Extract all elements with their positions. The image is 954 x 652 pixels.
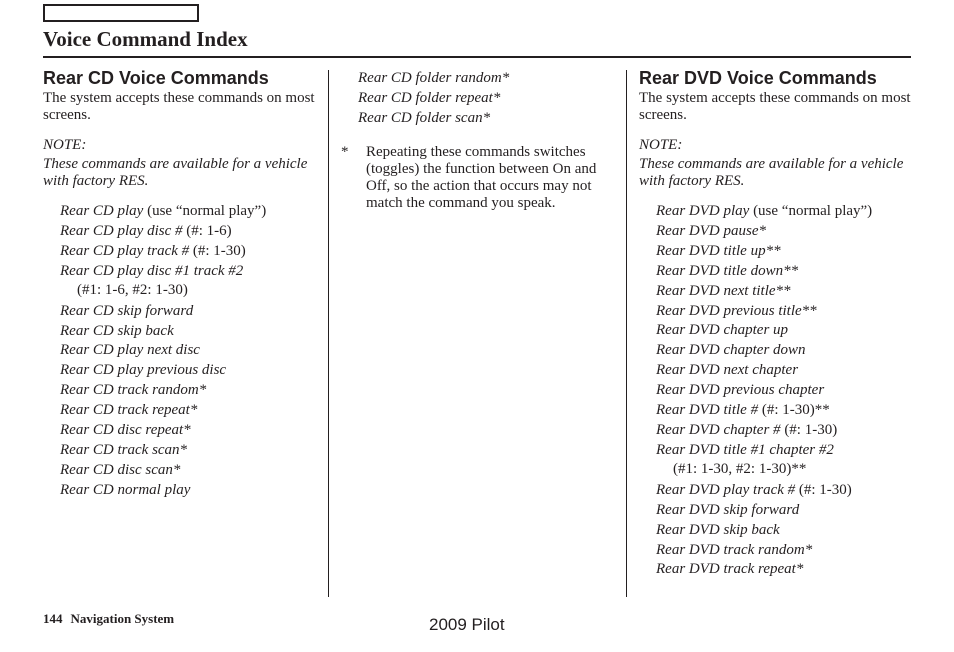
- command-item: [656, 321, 911, 341]
- command-item: [656, 541, 911, 561]
- footer-page-info: [43, 611, 174, 627]
- command-item: [60, 361, 321, 381]
- command-item: [656, 521, 911, 541]
- command-name: Rear CD play next disc: [60, 342, 200, 359]
- command-range: (#: 1-30): [189, 242, 246, 259]
- command-name: Rear DVD title #1 chapter #2: [656, 441, 834, 458]
- command-name: Rear CD play track #: [60, 242, 190, 259]
- rear-cd-command-list: [43, 202, 321, 501]
- command-name: Rear CD play: [60, 203, 144, 219]
- command-name: Rear DVD next chapter: [656, 362, 799, 379]
- rear-cd-note-label: NOTE:: [43, 137, 87, 153]
- command-name: Rear DVD track repeat*: [656, 561, 804, 578]
- command-item: [60, 441, 321, 461]
- command-name: Rear CD folder random*: [358, 70, 510, 86]
- command-item: [656, 242, 911, 262]
- command-range: (#: 1-6): [182, 222, 232, 239]
- command-item: [60, 262, 321, 299]
- command-item: [656, 222, 911, 242]
- rear-cd-column: [43, 66, 321, 501]
- rear-dvd-intro: The system accepts these commands on most screens.: [639, 90, 911, 123]
- command-name: Rear CD track random*: [60, 382, 207, 399]
- command-name: Rear DVD next title**: [656, 282, 791, 299]
- command-item: [60, 341, 321, 361]
- footer-model: 2009 Pilot: [429, 615, 505, 634]
- command-item: [656, 202, 911, 222]
- command-name: Rear DVD skip back: [656, 521, 780, 538]
- continued-column: [341, 68, 616, 212]
- command-name: Rear DVD previous chapter: [656, 382, 825, 399]
- footnote: [341, 144, 616, 212]
- command-name: Rear DVD chapter #: [656, 421, 781, 438]
- command-item: [60, 302, 321, 322]
- command-name: Rear CD play previous disc: [60, 362, 227, 379]
- command-range: (use “normal play”): [143, 203, 267, 219]
- command-item: [60, 202, 321, 222]
- rear-dvd-note-text: These commands are available for a vehicle with factory RES.: [639, 156, 904, 189]
- command-item: [656, 302, 911, 322]
- rear-cd-intro: The system accepts these commands on most screens.: [43, 90, 315, 123]
- command-name: Rear CD disc repeat*: [60, 422, 191, 439]
- command-range-note: (#1: 1-30, #2: 1-30)**: [673, 460, 807, 477]
- command-name: Rear DVD track random*: [656, 541, 813, 558]
- command-item: [60, 322, 321, 342]
- command-name: Rear DVD previous title**: [656, 302, 817, 319]
- rear-dvd-heading: Rear DVD Voice Commands: [639, 68, 877, 88]
- rear-cd-note-text: These commands are available for a vehicle with factory RES.: [43, 156, 308, 189]
- command-item: [656, 401, 911, 421]
- rear-dvd-column: [639, 66, 911, 580]
- command-name: Rear CD normal play: [60, 481, 191, 498]
- command-name: Rear CD play disc #: [60, 222, 183, 239]
- command-name: Rear DVD skip forward: [656, 501, 800, 518]
- command-item: [656, 560, 911, 580]
- command-item: [656, 381, 911, 401]
- command-item: [656, 341, 911, 361]
- command-name: Rear CD skip back: [60, 322, 174, 339]
- column-divider-1: [328, 70, 329, 597]
- command-name: Rear CD skip forward: [60, 302, 194, 319]
- header-tab-box: [43, 4, 199, 22]
- command-item: [60, 401, 321, 421]
- command-range: (#: 1-30): [795, 481, 852, 498]
- command-item: [656, 361, 911, 381]
- command-name: Rear DVD play: [656, 203, 750, 219]
- command-range: (#: 1-30)**: [758, 402, 830, 419]
- command-item: [656, 421, 911, 441]
- command-name: Rear CD play disc #1 track #2: [60, 262, 244, 279]
- command-range: (#: 1-30): [780, 421, 838, 438]
- rear-cd-heading: Rear CD Voice Commands: [43, 68, 269, 88]
- command-item: [358, 88, 616, 108]
- command-item: [656, 481, 911, 501]
- footnote-text: Repeating these commands switches (toggles) the function between On and Off, so the action that occurs may not match the command you speak.: [366, 144, 597, 211]
- page-title: Voice Command Index: [43, 27, 248, 51]
- command-item: [60, 222, 321, 242]
- command-item: [60, 461, 321, 481]
- command-item: [656, 262, 911, 282]
- rear-dvd-command-list: [639, 202, 911, 580]
- command-item: [60, 421, 321, 441]
- command-range-note: (#1: 1-6, #2: 1-30): [77, 281, 188, 298]
- command-name: Rear DVD pause*: [656, 222, 766, 239]
- command-item: [656, 282, 911, 302]
- command-name: Rear CD disc scan*: [60, 461, 181, 478]
- column-divider-2: [626, 70, 627, 597]
- command-name: Rear DVD play track #: [656, 481, 796, 498]
- command-range: (use “normal play”): [749, 203, 873, 219]
- command-item: [358, 108, 616, 128]
- footnote-mark: *: [341, 144, 349, 160]
- rear-cd-folder-command-list: [341, 68, 616, 128]
- command-item: [60, 381, 321, 401]
- command-item: [358, 68, 616, 88]
- command-item: [60, 481, 321, 501]
- command-name: Rear CD track scan*: [60, 441, 188, 458]
- command-item: [656, 501, 911, 521]
- command-name: Rear CD folder repeat*: [358, 90, 501, 106]
- command-name: Rear CD folder scan*: [358, 110, 491, 126]
- title-rule: [43, 56, 911, 58]
- command-name: Rear DVD title up**: [656, 242, 781, 259]
- command-name: Rear DVD chapter down: [656, 342, 806, 359]
- page-number: 144: [43, 611, 63, 626]
- rear-dvd-note-label: NOTE:: [639, 137, 683, 153]
- command-name: Rear DVD title #: [656, 402, 759, 419]
- command-item: [656, 441, 911, 478]
- section-name: Navigation System: [70, 611, 175, 626]
- command-name: Rear DVD title down**: [656, 262, 799, 279]
- command-item: [60, 242, 321, 262]
- command-name: Rear CD track repeat*: [60, 402, 198, 419]
- command-name: Rear DVD chapter up: [656, 322, 789, 339]
